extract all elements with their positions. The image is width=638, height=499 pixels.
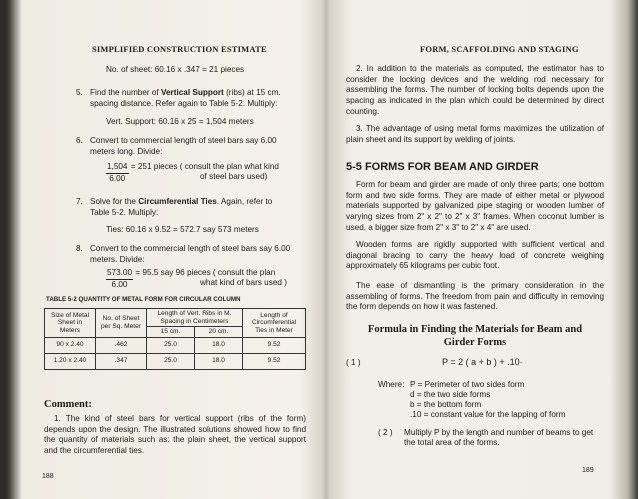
col-header-20cm: 20 cm. [194, 327, 242, 338]
where-item: .10 = constant value for the lapping of form [410, 410, 566, 419]
formula-1: P = 2 ( a + b ) + .10· [442, 357, 523, 367]
item-7-line-1: Solve for the Circumferential Ties. Again, refer to [90, 197, 273, 206]
formula-title: Formula in Finding the Materials for Beam and [367, 324, 583, 335]
formula-2-line-1: Multiply P by the length and number of beams to get [404, 428, 594, 437]
item-6-line-1: Convert to commercial length of steel bars say 6.00 [90, 136, 277, 145]
item-5-line-1: Find the number of Vertical Support (ribs) at 15 cm. [90, 88, 281, 97]
col-header-size: Size of Metal Sheet in Meters [45, 309, 96, 338]
where-item: b = the bottom form [410, 400, 482, 409]
item-5-line-2: spacing distance. Refer again to Table 5-2. Multiply: [90, 99, 278, 108]
fraction-1504: $\frac{1,504}{6.00} = 251$ pieces ( consult the plan what kind [107, 162, 279, 183]
col-header-15cm: 15 cm. [147, 327, 195, 338]
table-caption: TABLE 5-2 QUANTITY OF METAL FORM FOR CIRCULAR COLUMN [46, 296, 241, 303]
item-number: 7. [76, 197, 83, 206]
col-header-ties: Length of Circumferential Ties in Meter [243, 309, 306, 338]
page-number: 188 [42, 473, 54, 480]
item-6-line-2: meters long. Divide: [90, 147, 163, 156]
col-header-ribs: Length of Vert. Ribs in M. Spacing in Centimeters [147, 309, 243, 327]
item-7-line-2: Table 5-2. Multiply: [90, 208, 159, 217]
item-number: 8. [76, 244, 83, 253]
comment-paragraph: 1. The kind of steel bars for vertical support (ribs of the form) depends upon the design. The illustrated solutions showed how to find the quantity of materials such as: the plain sheet, the vertical support and the circumferential ties. [44, 414, 306, 455]
where-label: Where: [378, 380, 405, 389]
page-number: 189 [582, 467, 594, 474]
where-item: d = the two side forms [410, 390, 491, 399]
formula-2-line-2: the total area of the forms. [404, 438, 500, 447]
paragraph-wooden-forms: Wooden forms are rigidly supported with sufficient vertical and diagonal bracing to carry the heavy load of concrete weighing approximately 65 kilograms per cubic foot. [346, 240, 604, 271]
table-row: 90 x 2.40 .462 25.0 18.0 9.52 [45, 337, 306, 353]
metal-form-table [44, 308, 306, 370]
table-row: 1.20 x 2.40 .347 25.0 18.0 9.52 [45, 353, 306, 369]
item-8-line-2: meters. Divide: [90, 255, 145, 264]
formula-title-line-2: Girder Forms [443, 337, 507, 348]
formula-number: ( 2 ) [378, 428, 393, 437]
item-number: 6. [76, 136, 83, 145]
sheets-line: No. of sheet: 60.16 x .347 = 21 pieces [106, 65, 245, 74]
paragraph-dismantling: The ease of dismantling is the primary consideration in the assembling of forms. The freedom from pain and difficulty in removing the form depends on how it was fastened. [346, 281, 604, 312]
paragraph-3: 3. The advantage of using metal forms maximizes the utilization of plain sheet and its support by welding of joints. [346, 124, 604, 144]
comment-heading: Comment: [44, 399, 92, 410]
fraction-573: $\frac{573.00}{6.00} = 95.5$ say 96 pieces ( consult the plan [107, 268, 276, 289]
section-heading: 5-5 FORMS FOR BEAM AND GIRDER [346, 161, 539, 173]
vertical-support-line: Vert. Support: 60.16 x 25 = 1,504 meters [106, 117, 254, 126]
left-page [30, 0, 316, 499]
paragraph-2: 2. In addition to the materials as computed, the estimator has to consider the locking devices and the welding rod necessary for assembling the forms. The number of locking bolts depends upon the spacing as indicated in the plan which could be determined by direct counting. [346, 64, 604, 116]
right-page [346, 0, 606, 499]
where-item: P = Perimeter of two sides form [410, 380, 525, 389]
fraction-1504-note: of steel bars used) [200, 172, 268, 181]
running-header: SIMPLIFIED CONSTRUCTION ESTIMATE [92, 44, 267, 54]
formula-number: ( 1 ) [346, 358, 361, 367]
fraction-573-note: what kind of bars used ) [200, 278, 287, 287]
ties-line: Ties: 60.16 x 9.52 = 572.7 say 573 meters [106, 225, 259, 234]
paragraph-beam-forms: Form for beam and girder are made of only three parts; one bottom form and two side forms. They are made of either metal or plywood materials supported by galvanized pipe staging or wooden lumber of varying sizes from 2" x 2" to 2" x 3" frames. When coconut lumber is used, a bigger size from 2" x 3" to 2" x 4" are used. [346, 180, 604, 232]
running-header: FORM, SCAFFOLDING AND STAGING [420, 44, 579, 54]
col-header-sheets: No. of Sheet per Sq. Meter [96, 309, 147, 338]
item-number: 5. [76, 88, 83, 97]
item-8-line-1: Convert to the commercial length of steel bars say 6.00 [90, 244, 291, 253]
